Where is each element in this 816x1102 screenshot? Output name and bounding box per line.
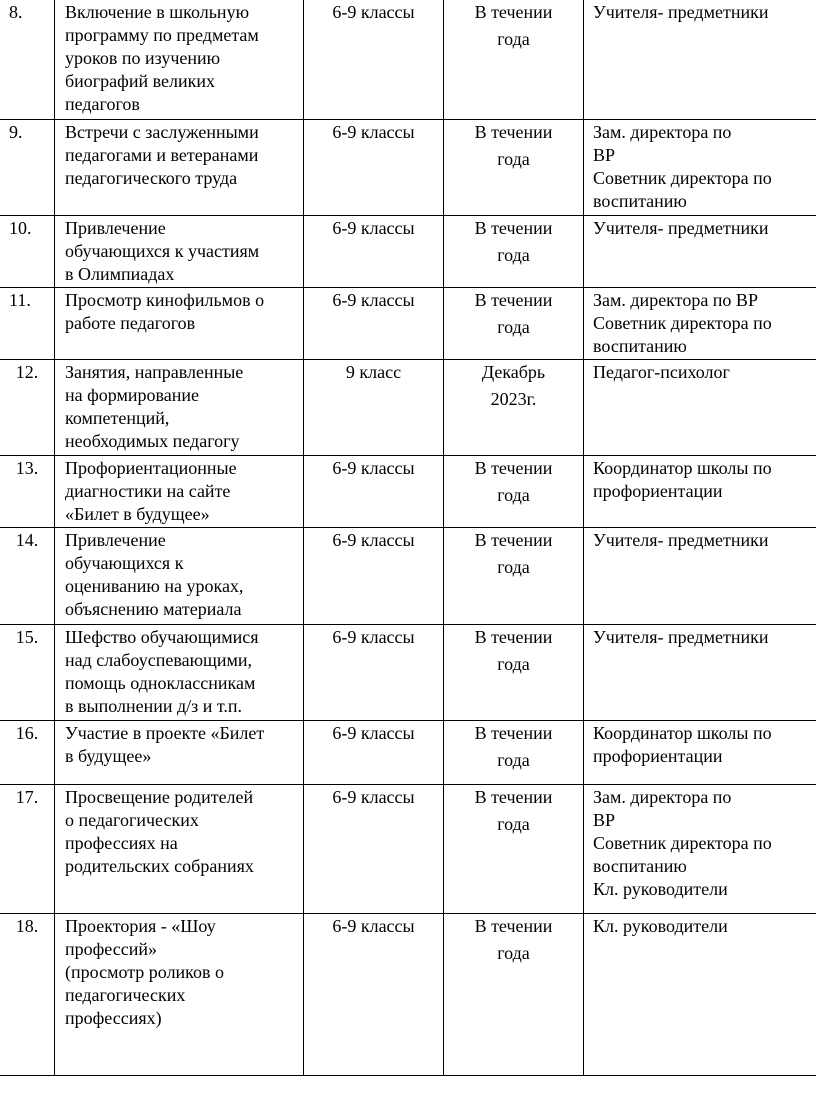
event-responsible: Педагог-психолог bbox=[584, 360, 816, 456]
event-classes: 6-9 классы bbox=[304, 625, 444, 721]
table-row bbox=[0, 456, 816, 528]
table-row bbox=[0, 288, 816, 360]
row-number: 13. bbox=[0, 456, 55, 528]
table-row bbox=[0, 216, 816, 288]
event-responsible: Учителя- предметники bbox=[584, 216, 816, 288]
table-row bbox=[0, 120, 816, 216]
event-description: Проектория - «Шоу профессий» (просмотр роликов о педагогических профессиях) bbox=[55, 914, 304, 1076]
table-row bbox=[0, 914, 816, 1076]
event-classes: 6-9 классы bbox=[304, 721, 444, 785]
event-classes: 9 класс bbox=[304, 360, 444, 456]
event-description: Участие в проекте «Билет в будущее» bbox=[55, 721, 304, 785]
event-responsible: Координатор школы по профориентации bbox=[584, 456, 816, 528]
row-number: 17. bbox=[0, 785, 55, 914]
event-classes: 6-9 классы bbox=[304, 0, 444, 120]
row-number: 11. bbox=[0, 288, 55, 360]
event-description: Занятия, направленные на формирование компетенций, необходимых педагогу bbox=[55, 360, 304, 456]
event-time: В течении года bbox=[444, 785, 584, 914]
event-time: В течении года bbox=[444, 625, 584, 721]
event-classes: 6-9 классы bbox=[304, 216, 444, 288]
event-time: В течении года bbox=[444, 288, 584, 360]
event-responsible: Кл. руководители bbox=[584, 914, 816, 1076]
table-row bbox=[0, 528, 816, 625]
event-classes: 6-9 классы bbox=[304, 456, 444, 528]
event-time: В течении года bbox=[444, 120, 584, 216]
event-classes: 6-9 классы bbox=[304, 914, 444, 1076]
event-responsible: Учителя- предметники bbox=[584, 625, 816, 721]
event-responsible: Зам. директора по ВР Советник директора по воспитанию bbox=[584, 120, 816, 216]
event-description: Привлечение обучающихся к оцениванию на уроках, объяснению материала bbox=[55, 528, 304, 625]
row-number: 8. bbox=[0, 0, 55, 120]
row-number: 18. bbox=[0, 914, 55, 1076]
event-time: В течении года bbox=[444, 528, 584, 625]
row-number: 14. bbox=[0, 528, 55, 625]
event-description: Просмотр кинофильмов о работе педагогов bbox=[55, 288, 304, 360]
table-row bbox=[0, 0, 816, 120]
event-classes: 6-9 классы bbox=[304, 120, 444, 216]
event-classes: 6-9 классы bbox=[304, 288, 444, 360]
event-time: В течении года bbox=[444, 914, 584, 1076]
event-time: Декабрь 2023г. bbox=[444, 360, 584, 456]
event-classes: 6-9 классы bbox=[304, 528, 444, 625]
event-responsible: Зам. директора по ВР Советник директора по воспитанию Кл. руководители bbox=[584, 785, 816, 914]
event-description: Привлечение обучающихся к участиям в Олимпиадах bbox=[55, 216, 304, 288]
row-number: 15. bbox=[0, 625, 55, 721]
event-responsible: Учителя- предметники bbox=[584, 528, 816, 625]
row-number: 16. bbox=[0, 721, 55, 785]
event-classes: 6-9 классы bbox=[304, 785, 444, 914]
event-responsible: Учителя- предметники bbox=[584, 0, 816, 120]
row-number: 12. bbox=[0, 360, 55, 456]
event-description: Шефство обучающимися над слабоуспевающими, помощь одноклассникам в выполнении д/з и т.п. bbox=[55, 625, 304, 721]
event-description: Встречи с заслуженными педагогами и ветеранами педагогического труда bbox=[55, 120, 304, 216]
event-time: В течении года bbox=[444, 721, 584, 785]
row-number: 9. bbox=[0, 120, 55, 216]
event-responsible: Координатор школы по профориентации bbox=[584, 721, 816, 785]
row-number: 10. bbox=[0, 216, 55, 288]
table-row bbox=[0, 625, 816, 721]
event-description: Включение в школьную программу по предметам уроков по изучению биографий великих педагогов bbox=[55, 0, 304, 120]
table-row bbox=[0, 785, 816, 914]
event-time: В течении года bbox=[444, 216, 584, 288]
event-description: Просвещение родителей о педагогических профессиях на родительских собраниях bbox=[55, 785, 304, 914]
table-row bbox=[0, 721, 816, 785]
event-time: В течении года bbox=[444, 0, 584, 120]
event-description: Профориентационные диагностики на сайте «Билет в будущее» bbox=[55, 456, 304, 528]
event-time: В течении года bbox=[444, 456, 584, 528]
table-row bbox=[0, 360, 816, 456]
event-responsible: Зам. директора по ВР Советник директора по воспитанию bbox=[584, 288, 816, 360]
